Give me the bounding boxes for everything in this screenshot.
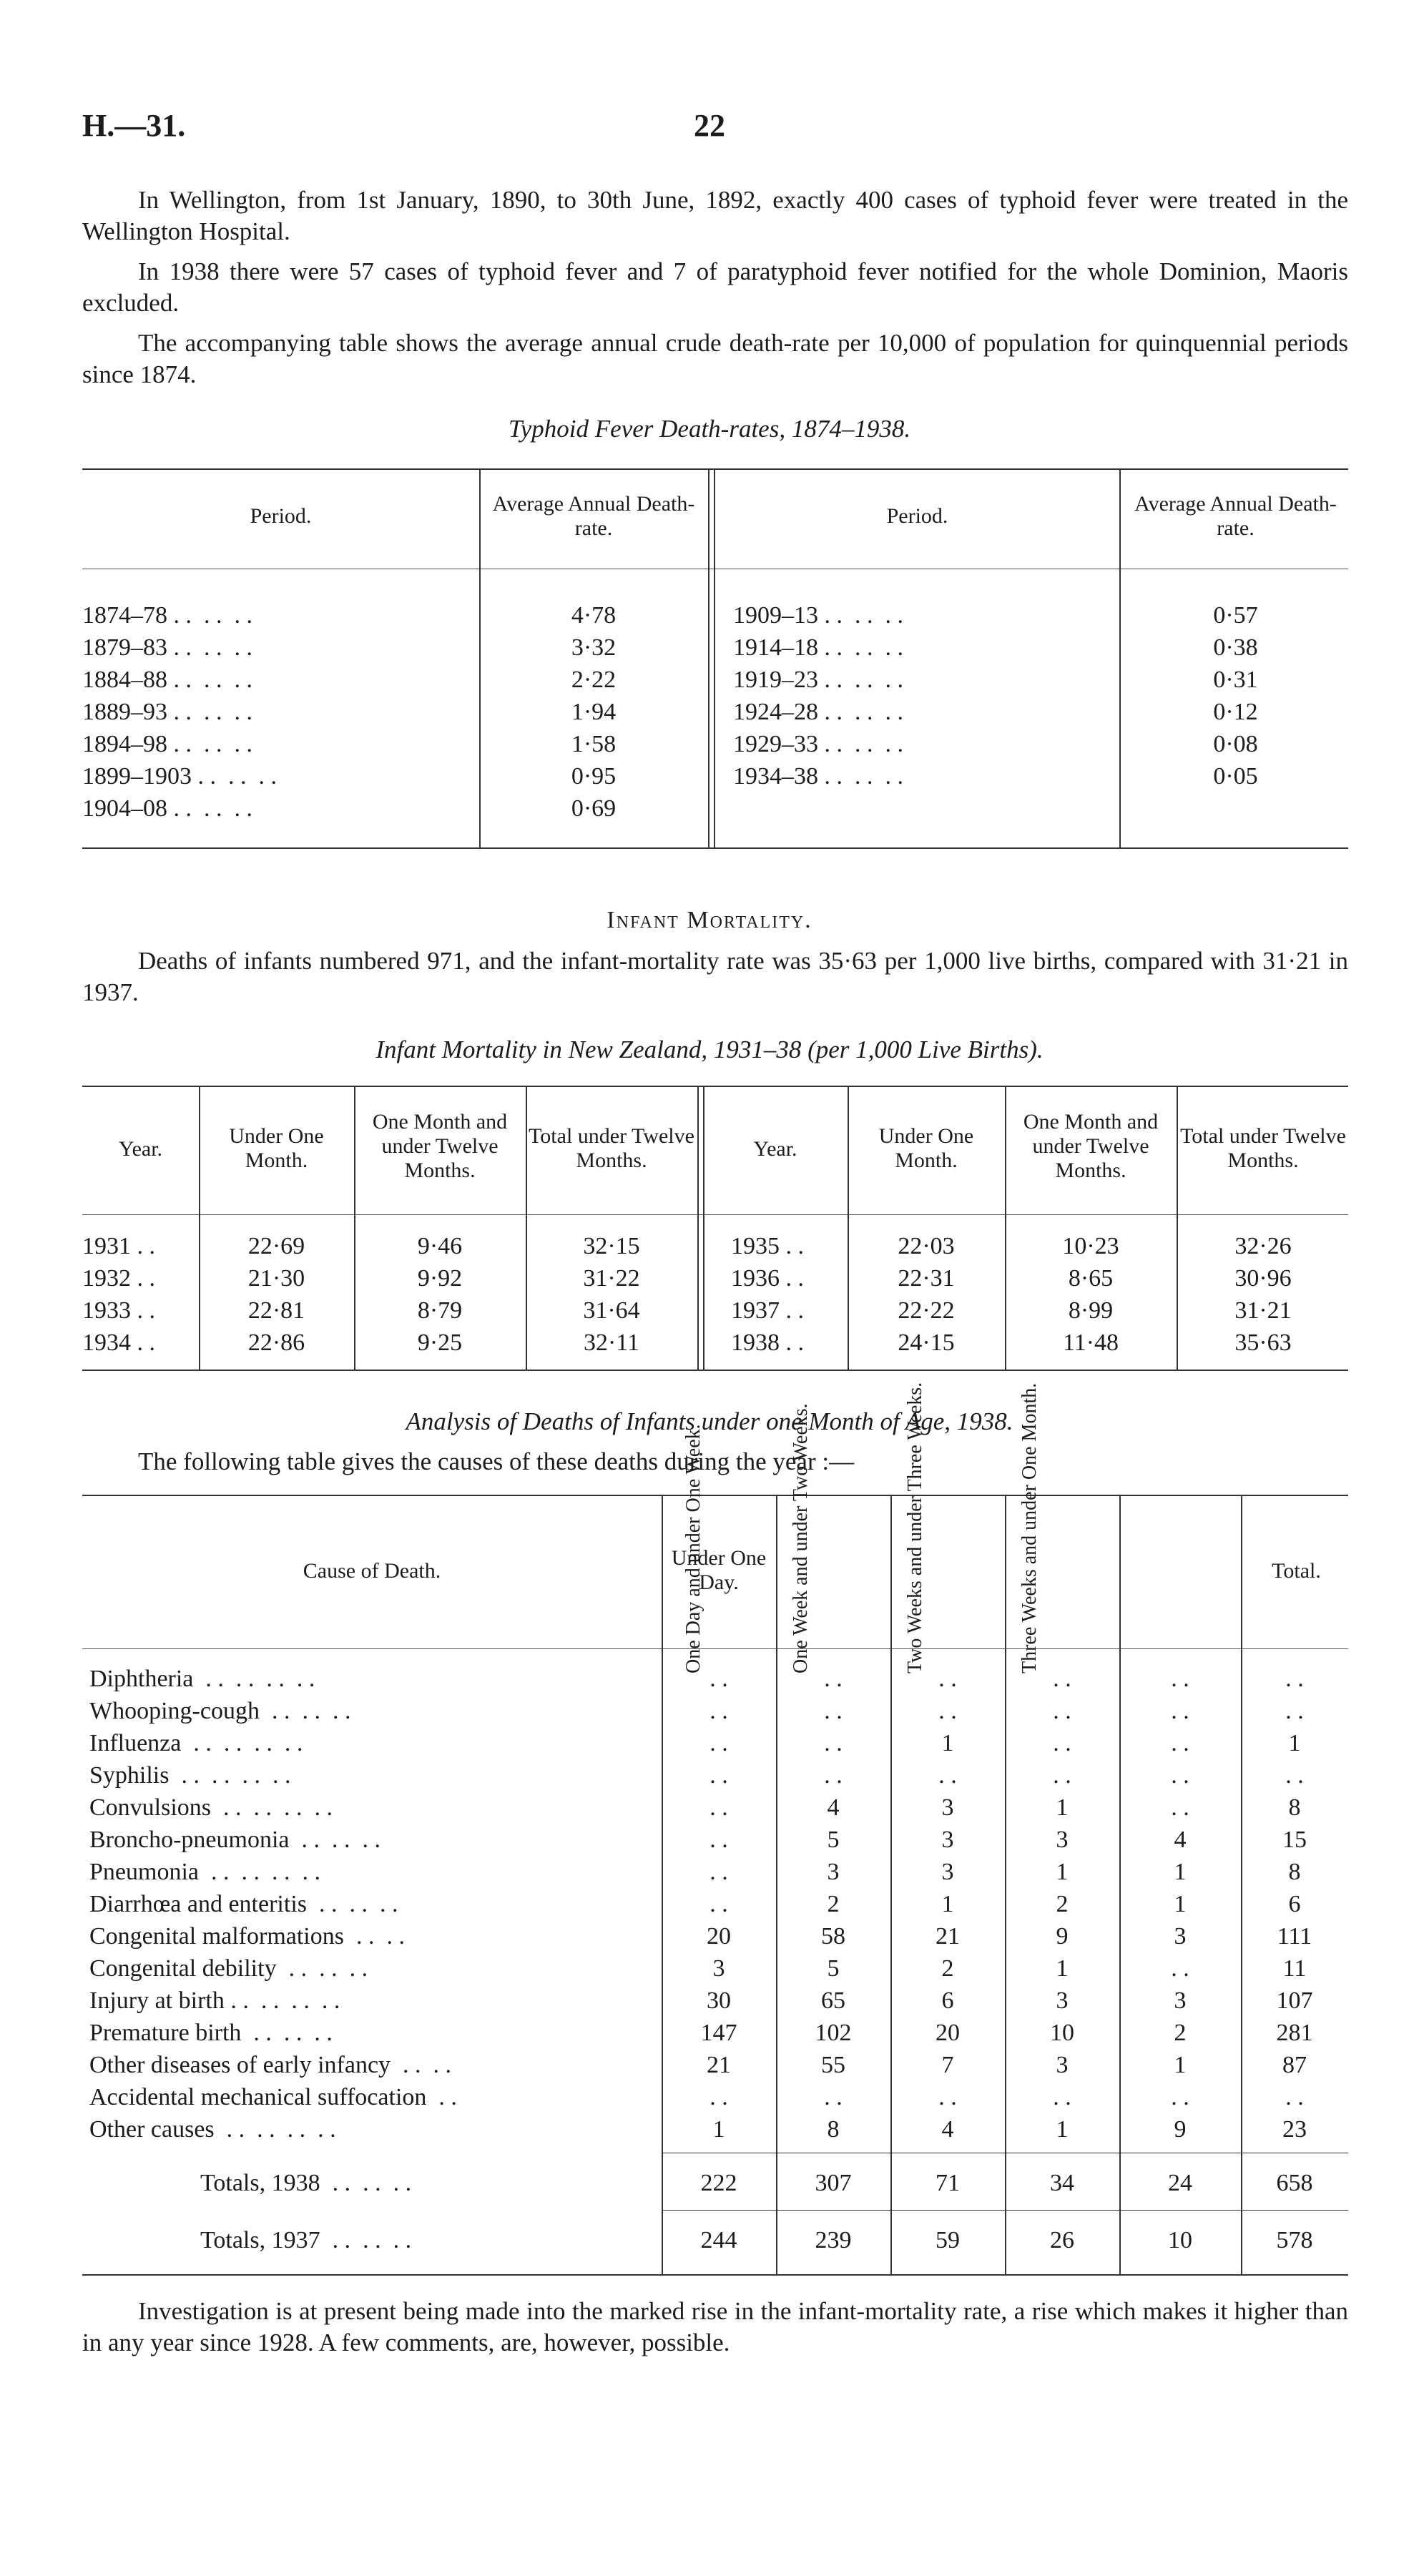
analysis-header-under-day: Under One Day. <box>671 1546 767 1594</box>
analysis-header-day-week: One Day and under One Week. <box>682 1424 704 1673</box>
analysis-header-three-month: Three Weeks and under One Month. <box>1018 1382 1041 1673</box>
table-cell: 58 <box>821 1923 845 1950</box>
table-row: 1929–33 . . . . . . <box>733 731 903 757</box>
table-cell: . . <box>710 1762 728 1789</box>
table-cell: 1931 . . <box>82 1233 155 1259</box>
table-row: 1924–28 . . . . . . <box>733 699 903 725</box>
table-row: 1934–38 . . . . . . <box>733 763 903 790</box>
table-cell: . . <box>710 1891 728 1917</box>
table-cell: 244 <box>700 2227 737 2253</box>
table-cell: . . <box>824 1698 843 1724</box>
table-cell: 8 <box>1288 1859 1301 1885</box>
table-cell: 1 <box>1174 1859 1187 1885</box>
table-cell: 6 <box>1288 1891 1301 1917</box>
analysis-row-label: Other causes . . . . . . . . <box>89 2116 336 2143</box>
table-cell: . . <box>824 1666 843 1692</box>
table-cell: 71 <box>936 2170 960 2196</box>
table-cell: 59 <box>936 2227 960 2253</box>
table-cell: 21 <box>936 1923 960 1950</box>
table-cell: 1935 . . <box>731 1233 804 1259</box>
paragraph-1938-cases: In 1938 there were 57 cases of typhoid fever and 7 of paratyphoid fever notified for the whole Dominion, Maoris excluded. <box>82 257 1348 317</box>
table-cell: . . <box>1171 1762 1189 1789</box>
table-cell: 9·46 <box>417 1233 463 1259</box>
table-cell: . . <box>710 1666 728 1692</box>
infant-header-under-month-right: Under One Month. <box>878 1124 974 1172</box>
typhoid-header-rate-left: Average Annual Death-rate. <box>492 492 695 540</box>
table-cell: 3 <box>1056 1827 1069 1853</box>
table-cell: 3 <box>941 1859 954 1885</box>
table-cell: 32·26 <box>1234 1233 1292 1259</box>
table-cell: 147 <box>700 2020 737 2046</box>
table-cell: 10·23 <box>1062 1233 1119 1259</box>
table-cell: 1 <box>1056 1955 1069 1982</box>
table-row: 1879–83 . . . . . . <box>82 634 252 661</box>
analysis-row-label: Other diseases of early infancy . . . . <box>89 2052 452 2078</box>
table-cell: 22·81 <box>247 1297 305 1324</box>
table-cell: 307 <box>815 2170 852 2196</box>
table-cell: 31·21 <box>1234 1297 1292 1324</box>
infant-header-total-right: Total under Twelve Months. <box>1180 1124 1346 1172</box>
analysis-row-label: Whooping-cough . . . . . . <box>89 1698 351 1724</box>
table-cell: . . <box>1053 1698 1071 1724</box>
table-cell: 21·30 <box>247 1265 305 1292</box>
table-cell: 658 <box>1276 2170 1313 2196</box>
table-cell: 2 <box>1174 2020 1187 2046</box>
table-cell: 87 <box>1282 2052 1307 2078</box>
table-cell: 1 <box>1288 1730 1301 1756</box>
table-cell: 1 <box>712 2116 725 2143</box>
table-cell: 3 <box>1056 2052 1069 2078</box>
table-cell: 5 <box>827 1955 840 1982</box>
table-cell: 3 <box>827 1859 840 1885</box>
table-cell: 1 <box>941 1730 954 1756</box>
table-cell: 8 <box>827 2116 840 2143</box>
typhoid-header-period-right: Period. <box>886 504 948 528</box>
table-cell: 32·11 <box>583 1329 640 1356</box>
table-cell: . . <box>1171 1698 1189 1724</box>
table-cell: 9 <box>1056 1923 1069 1950</box>
table-row: 1909–13 . . . . . . <box>733 602 903 629</box>
table-cell: . . <box>1285 2084 1304 2110</box>
table-cell: . . <box>824 1762 843 1789</box>
table-cell: 22·03 <box>898 1233 955 1259</box>
table-cell: 22·22 <box>898 1297 955 1324</box>
table-cell: . . <box>1053 1730 1071 1756</box>
table-cell: 31·22 <box>583 1265 640 1292</box>
table-cell: 0·69 <box>571 795 617 822</box>
table-cell: 1·58 <box>571 731 617 757</box>
table-cell: 3·32 <box>571 634 617 661</box>
table-cell: . . <box>1171 1794 1189 1821</box>
page-number: 22 <box>694 108 725 143</box>
analysis-header-week-two: One Week and under Two Weeks. <box>790 1403 812 1673</box>
table-cell: 107 <box>1276 1987 1313 2014</box>
table-cell: 10 <box>1050 2020 1074 2046</box>
analysis-table-title: Analysis of Deaths of Infants under one Month of Age, 1938. <box>406 1407 1013 1435</box>
table-cell: . . <box>1171 1730 1189 1756</box>
table-cell: . . <box>710 1859 728 1885</box>
table-cell: 1936 . . <box>731 1265 804 1292</box>
table-cell: 31·64 <box>583 1297 640 1324</box>
paragraph-wellington: In Wellington, from 1st January, 1890, to 30th June, 1892, exactly 400 cases of typhoid fever were treated in the Wellington Hospital. <box>82 186 1348 245</box>
table-cell: 24 <box>1168 2170 1192 2196</box>
table-cell: 15 <box>1282 1827 1307 1853</box>
table-row: 1884–88 . . . . . . <box>82 667 252 693</box>
table-cell: 11 <box>1282 1955 1307 1982</box>
table-cell: 9·92 <box>417 1265 463 1292</box>
table-cell: 24·15 <box>898 1329 955 1356</box>
table-row: 1899–1903 . . . . . . <box>82 763 277 790</box>
table-cell: 20 <box>936 2020 960 2046</box>
table-cell: 0·08 <box>1213 731 1258 757</box>
table-row: 1894–98 . . . . . . <box>82 731 252 757</box>
table-cell: 5 <box>827 1827 840 1853</box>
table-cell: 0·05 <box>1213 763 1258 790</box>
infant-header-total-left: Total under Twelve Months. <box>529 1124 694 1172</box>
table-cell: 102 <box>815 2020 852 2046</box>
table-cell: 22·31 <box>898 1265 955 1292</box>
table-cell: . . <box>938 2084 957 2110</box>
table-cell: 34 <box>1050 2170 1074 2196</box>
table-cell: 8·79 <box>417 1297 463 1324</box>
table-cell: 1 <box>1056 2116 1069 2143</box>
table-cell: 8·65 <box>1068 1265 1114 1292</box>
table-cell: 8 <box>1288 1794 1301 1821</box>
table-cell: 3 <box>1174 1923 1187 1950</box>
table-cell: 3 <box>712 1955 725 1982</box>
analysis-totals-label: Totals, 1937 . . . . . . <box>200 2227 412 2253</box>
table-cell: . . <box>1053 1762 1071 1789</box>
table-cell: 2 <box>941 1955 954 1982</box>
paragraph-table-intro: The accompanying table shows the average annual crude death-rate per 10,000 of population for quinquennial periods since 1874. <box>82 329 1348 388</box>
table-cell: 3 <box>941 1827 954 1853</box>
table-cell: 11·48 <box>1062 1329 1119 1356</box>
analysis-header-two-three: Two Weeks and under Three Weeks. <box>904 1382 926 1673</box>
analysis-row-label: Convulsions . . . . . . . . <box>89 1794 333 1821</box>
analysis-row-label: Diphtheria . . . . . . . . <box>89 1666 315 1692</box>
table-cell: . . <box>938 1666 957 1692</box>
table-cell: . . <box>1285 1698 1304 1724</box>
table-cell: 4 <box>1174 1827 1187 1853</box>
table-row: 1889–93 . . . . . . <box>82 699 252 725</box>
typhoid-table-title: Typhoid Fever Death-rates, 1874–1938. <box>508 415 911 443</box>
table-cell: 65 <box>821 1987 845 2014</box>
table-cell: 4·78 <box>571 602 617 629</box>
table-cell: 0·38 <box>1213 634 1258 661</box>
closing-paragraph: Investigation is at present being made into the marked rise in the infant-mortality rate, a rise which makes it higher than in any year since 1928. A few comments, are, however, possible. <box>82 2297 1348 2356</box>
paragraph-infant-deaths: Deaths of infants numbered 971, and the infant-mortality rate was 35·63 per 1,000 live births, compared with 31·21 in 1937. <box>82 947 1348 1006</box>
table-cell: 1 <box>1056 1794 1069 1821</box>
table-cell: 111 <box>1277 1923 1312 1950</box>
table-row: 1904–08 . . . . . . <box>82 795 252 822</box>
table-cell: 22·69 <box>247 1233 305 1259</box>
analysis-row-label: Pneumonia . . . . . . . . <box>89 1859 320 1885</box>
table-cell: 1·94 <box>571 699 617 725</box>
table-cell: 1938 . . <box>731 1329 804 1356</box>
table-cell: 0·12 <box>1213 699 1258 725</box>
table-cell: 1934 . . <box>82 1329 155 1356</box>
table-cell: 3 <box>1056 1987 1069 2014</box>
analysis-row-label: Accidental mechanical suffocation . . <box>89 2084 457 2110</box>
table-cell: . . <box>710 1827 728 1853</box>
table-cell: . . <box>1171 1955 1189 1982</box>
table-cell: 20 <box>707 1923 731 1950</box>
table-cell: 578 <box>1276 2227 1313 2253</box>
document-reference: H.—31. <box>82 108 186 143</box>
infant-header-month-twelve-right: One Month and under Twelve Months. <box>1023 1110 1159 1182</box>
table-cell: 281 <box>1276 2020 1313 2046</box>
table-cell: 0·31 <box>1213 667 1258 693</box>
table-cell: 3 <box>1174 1987 1187 2014</box>
table-cell: 23 <box>1282 2116 1307 2143</box>
table-cell: . . <box>710 1698 728 1724</box>
analysis-row-label: Congenital debility . . . . . . <box>89 1955 368 1982</box>
table-cell: 239 <box>815 2227 852 2253</box>
table-cell: 0·95 <box>571 763 617 790</box>
table-cell: 22·86 <box>247 1329 305 1356</box>
table-cell: . . <box>1053 2084 1071 2110</box>
table-cell: 8·99 <box>1068 1297 1114 1324</box>
table-cell: 3 <box>941 1794 954 1821</box>
table-cell: 55 <box>821 2052 845 2078</box>
table-cell: . . <box>710 1794 728 1821</box>
table-cell: 30 <box>707 1987 731 2014</box>
table-cell: 1 <box>1174 2052 1187 2078</box>
table-cell: 2 <box>1056 1891 1069 1917</box>
analysis-row-label: Broncho-pneumonia . . . . . . <box>89 1827 380 1853</box>
table-cell: . . <box>1053 1666 1071 1692</box>
table-cell: . . <box>824 1730 843 1756</box>
table-cell: 26 <box>1050 2227 1074 2253</box>
table-cell: . . <box>710 1730 728 1756</box>
table-row: 1919–23 . . . . . . <box>733 667 903 693</box>
table-cell: . . <box>1171 1666 1189 1692</box>
analysis-header-cause: Cause of Death. <box>303 1559 441 1583</box>
table-cell: 1937 . . <box>731 1297 804 1324</box>
table-cell: 4 <box>827 1794 840 1821</box>
table-row: 1914–18 . . . . . . <box>733 634 903 661</box>
table-cell: . . <box>710 2084 728 2110</box>
analysis-row-label: Influenza . . . . . . . . <box>89 1730 303 1756</box>
analysis-totals-label: Totals, 1938 . . . . . . <box>200 2170 412 2196</box>
table-cell: 4 <box>941 2116 954 2143</box>
table-cell: 1 <box>941 1891 954 1917</box>
table-cell: 222 <box>700 2170 737 2196</box>
analysis-header-total: Total. <box>1272 1559 1321 1583</box>
table-cell: . . <box>938 1762 957 1789</box>
table-cell: 1933 . . <box>82 1297 155 1324</box>
analysis-row-label: Diarrhœa and enteritis . . . . . . <box>89 1891 398 1917</box>
infant-header-month-twelve-left: One Month and under Twelve Months. <box>372 1110 508 1182</box>
table-cell: . . <box>1285 1762 1304 1789</box>
table-cell: 1 <box>1174 1891 1187 1917</box>
infant-header-year-right: Year. <box>753 1137 797 1161</box>
typhoid-header-period-left: Period. <box>250 504 312 528</box>
table-cell: . . <box>938 1698 957 1724</box>
table-cell: 2·22 <box>571 667 617 693</box>
table-cell: 32·15 <box>583 1233 640 1259</box>
analysis-row-label: Syphilis . . . . . . . . <box>89 1762 291 1789</box>
table-cell: . . <box>1171 2084 1189 2110</box>
table-cell: . . <box>1285 1666 1304 1692</box>
table-cell: 1932 . . <box>82 1265 155 1292</box>
table-cell: 10 <box>1168 2227 1192 2253</box>
analysis-row-label: Premature birth . . . . . . <box>89 2020 333 2046</box>
typhoid-header-rate-right: Average Annual Death-rate. <box>1134 492 1337 540</box>
table-cell: 35·63 <box>1234 1329 1292 1356</box>
analysis-intro: The following table gives the causes of these deaths during the year :— <box>138 1447 855 1475</box>
analysis-row-label: Congenital malformations . . . . <box>89 1923 405 1950</box>
table-cell: 30·96 <box>1234 1265 1292 1292</box>
table-cell: 7 <box>941 2052 954 2078</box>
table-cell: 9·25 <box>417 1329 463 1356</box>
analysis-row-label: Injury at birth . . . . . . . . <box>89 1987 340 2014</box>
table-cell: 2 <box>827 1891 840 1917</box>
table-cell: 0·57 <box>1213 602 1258 629</box>
table-cell: 9 <box>1174 2116 1187 2143</box>
table-cell: 21 <box>707 2052 731 2078</box>
infant-header-year-left: Year. <box>118 1137 163 1161</box>
section-heading-infant-mortality: Infant Mortality. <box>607 907 812 933</box>
infant-table-title: Infant Mortality in New Zealand, 1931–38 (per 1,000 Live Births). <box>375 1036 1044 1063</box>
infant-header-under-month-left: Under One Month. <box>229 1124 324 1172</box>
table-cell: 6 <box>941 1987 954 2014</box>
table-cell: 1 <box>1056 1859 1069 1885</box>
table-cell: . . <box>824 2084 843 2110</box>
table-row: 1874–78 . . . . . . <box>82 602 252 629</box>
